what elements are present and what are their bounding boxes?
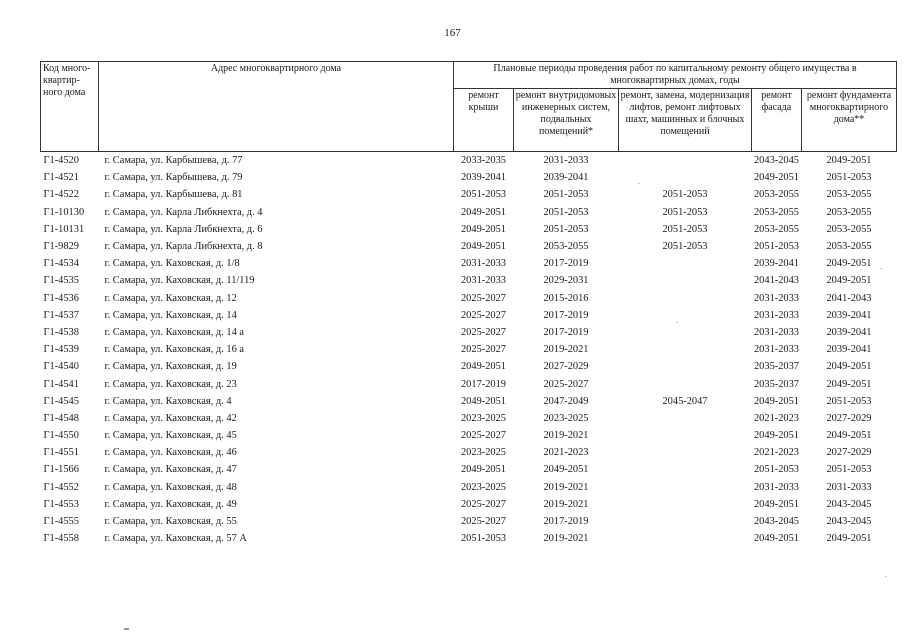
roof-period-cell: 2023-2025: [460, 447, 507, 459]
address-cell: г. Самара, ул. Каховская, д. 45: [104, 430, 237, 442]
house-code-cell: Г1-4522: [43, 189, 79, 201]
foundation-period-cell: 2051-2053: [826, 172, 872, 184]
table-row: [41, 186, 897, 203]
table-row: [41, 204, 897, 221]
house-code-cell: Г1-4548: [43, 412, 79, 424]
roof-period-cell: 2025-2027: [460, 344, 507, 356]
table-row: [41, 255, 897, 272]
engineering-period-cell: 2039-2041: [543, 172, 589, 184]
engineering-period-cell: 2029-2031: [543, 275, 589, 287]
facade-period-cell: 2021-2023: [753, 447, 800, 459]
elevators-period-cell: [619, 307, 752, 324]
address-cell: г. Самара, ул. Карбышева, д. 77: [104, 155, 243, 167]
engineering-period-cell: 2049-2051: [543, 464, 589, 476]
foundation-period-cell: 2049-2051: [826, 275, 872, 287]
foundation-period-cell: 2031-2033: [826, 481, 872, 493]
engineering-period-cell: 2031-2033: [543, 155, 589, 167]
house-code-cell: Г1-4539: [43, 344, 79, 356]
facade-period-cell: 2053-2055: [753, 206, 800, 218]
header-roof: ремонт крыши: [454, 89, 514, 152]
foundation-period-cell: 2049-2051: [826, 378, 872, 390]
house-code-cell: Г1-4534: [43, 258, 79, 270]
facade-period-cell: 2039-2041: [753, 258, 800, 270]
table-row: [41, 238, 897, 255]
engineering-period-cell: 2023-2025: [543, 412, 589, 424]
engineering-period-cell: 2019-2021: [543, 498, 589, 510]
address-cell: г. Самара, ул. Каховская, д. 46: [104, 447, 237, 459]
foundation-period-cell: 2053-2055: [826, 223, 872, 235]
facade-period-cell: 2021-2023: [753, 412, 800, 424]
address-cell: г. Самара, ул. Каховская, д. 42: [104, 412, 237, 424]
house-code-cell: Г1-4538: [43, 326, 79, 338]
address-cell: г. Самара, ул. Каховская, д. 14 а: [104, 326, 244, 338]
engineering-period-cell: 2019-2021: [543, 344, 589, 356]
foundation-period-cell: 2049-2051: [826, 533, 872, 545]
roof-period-cell: 2039-2041: [460, 172, 507, 184]
facade-period-cell: 2053-2055: [753, 189, 800, 201]
roof-period-cell: 2051-2053: [460, 189, 507, 201]
scan-speck: [676, 322, 678, 323]
elevators-period-cell: [619, 272, 752, 289]
engineering-period-cell: 2025-2027: [543, 378, 589, 390]
roof-period-cell: 2025-2027: [460, 292, 507, 304]
engineering-period-cell: 2051-2053: [543, 223, 589, 235]
table-row: [41, 410, 897, 427]
house-code-cell: Г1-4535: [43, 275, 79, 287]
table-row: [41, 427, 897, 444]
address-cell: г. Самара, ул. Каховская, д. 11/119: [104, 275, 255, 287]
table-row: [41, 341, 897, 358]
header-engineering: ремонт внутридомовых инженерных систем, подвальных помещений*: [514, 89, 619, 152]
facade-period-cell: 2049-2051: [753, 533, 800, 545]
facade-period-cell: 2035-2037: [753, 378, 800, 390]
table-row: [41, 479, 897, 496]
table-row: [41, 530, 897, 547]
house-code-cell: Г1-10131: [43, 223, 85, 235]
house-code-cell: Г1-9829: [43, 241, 79, 253]
roof-period-cell: 2049-2051: [460, 206, 507, 218]
roof-period-cell: 2023-2025: [460, 481, 507, 493]
table-row: [41, 444, 897, 461]
foundation-period-cell: 2041-2043: [826, 292, 872, 304]
foundation-period-cell: 2039-2041: [826, 344, 872, 356]
header-periods-group: Плановые периоды проведения работ по капитальному ремонту общего имущества в многоквартирных домах, годы: [454, 62, 897, 89]
roof-period-cell: 2031-2033: [460, 275, 507, 287]
facade-period-cell: 2031-2033: [753, 481, 800, 493]
engineering-period-cell: 2019-2021: [543, 533, 589, 545]
facade-period-cell: 2043-2045: [753, 516, 800, 528]
facade-period-cell: 2053-2055: [753, 223, 800, 235]
elevators-period-cell: [619, 513, 752, 530]
elevators-period-cell: 2051-2053: [662, 241, 708, 253]
facade-period-cell: 2049-2051: [753, 498, 800, 510]
address-cell: г. Самара, ул. Карла Либкнехта, д. 8: [104, 241, 263, 253]
house-code-cell: Г1-4545: [43, 395, 79, 407]
table-row: [41, 513, 897, 530]
elevators-period-cell: [619, 375, 752, 392]
engineering-period-cell: 2017-2019: [543, 516, 589, 528]
address-cell: г. Самара, ул. Карла Либкнехта, д. 4: [104, 206, 263, 218]
address-cell: г. Самара, ул. Каховская, д. 48: [104, 481, 237, 493]
foundation-period-cell: 2053-2055: [826, 241, 872, 253]
table-row: [41, 496, 897, 513]
elevators-period-cell: 2051-2053: [662, 189, 708, 201]
table-row: [41, 375, 897, 392]
engineering-period-cell: 2051-2053: [543, 189, 589, 201]
address-cell: г. Самара, ул. Карла Либкнехта, д. 6: [104, 223, 263, 235]
table-row: [41, 152, 897, 170]
engineering-period-cell: 2017-2019: [543, 326, 589, 338]
engineering-period-cell: 2019-2021: [543, 430, 589, 442]
table-row: [41, 358, 897, 375]
elevators-period-cell: [619, 496, 752, 513]
elevators-period-cell: [619, 341, 752, 358]
engineering-period-cell: 2051-2053: [543, 206, 589, 218]
header-facade: ремонт фасада: [752, 89, 802, 152]
foundation-period-cell: 2053-2055: [826, 189, 872, 201]
scan-speck: [124, 628, 129, 630]
header-elevators: ремонт, замена, модернизация лифтов, ремонт лифтовых шахт, машинных и блочных помещений: [619, 89, 752, 152]
scan-speck: [638, 183, 640, 184]
address-cell: г. Самара, ул. Каховская, д. 23: [104, 378, 237, 390]
engineering-period-cell: 2017-2019: [543, 309, 589, 321]
house-code-cell: Г1-4537: [43, 309, 79, 321]
foundation-period-cell: 2049-2051: [826, 258, 872, 270]
roof-period-cell: 2031-2033: [460, 258, 507, 270]
engineering-period-cell: 2027-2029: [543, 361, 589, 373]
roof-period-cell: 2023-2025: [460, 412, 507, 424]
roof-period-cell: 2049-2051: [460, 395, 507, 407]
foundation-period-cell: 2049-2051: [826, 155, 872, 167]
engineering-period-cell: 2017-2019: [543, 258, 589, 270]
address-cell: г. Самара, ул. Каховская, д. 47: [104, 464, 237, 476]
address-cell: г. Самара, ул. Каховская, д. 4: [104, 395, 232, 407]
header-address: Адрес многоквартирного дома: [99, 62, 454, 152]
house-code-cell: Г1-4541: [43, 378, 79, 390]
facade-period-cell: 2049-2051: [753, 395, 800, 407]
elevators-period-cell: [619, 410, 752, 427]
engineering-period-cell: 2015-2016: [543, 292, 589, 304]
roof-period-cell: 2049-2051: [460, 223, 507, 235]
facade-period-cell: 2031-2033: [753, 292, 800, 304]
roof-period-cell: 2025-2027: [460, 430, 507, 442]
roof-period-cell: 2025-2027: [460, 326, 507, 338]
foundation-period-cell: 2027-2029: [826, 447, 872, 459]
engineering-period-cell: 2019-2021: [543, 481, 589, 493]
foundation-period-cell: 2039-2041: [826, 326, 872, 338]
house-code-cell: Г1-4555: [43, 516, 79, 528]
elevators-period-cell: 2045-2047: [662, 395, 708, 407]
roof-period-cell: 2049-2051: [460, 241, 507, 253]
elevators-period-cell: [619, 152, 752, 170]
roof-period-cell: 2033-2035: [460, 155, 507, 167]
foundation-period-cell: 2027-2029: [826, 412, 872, 424]
foundation-period-cell: 2049-2051: [826, 430, 872, 442]
repair-schedule-table: [40, 61, 897, 547]
roof-period-cell: 2025-2027: [460, 516, 507, 528]
address-cell: г. Самара, ул. Карбышева, д. 79: [104, 172, 243, 184]
address-cell: г. Самара, ул. Каховская, д. 55: [104, 516, 237, 528]
elevators-period-cell: [619, 427, 752, 444]
address-cell: г. Самара, ул. Каховская, д. 14: [104, 309, 237, 321]
engineering-period-cell: 2021-2023: [543, 447, 589, 459]
address-cell: г. Самара, ул. Карбышева, д. 81: [104, 189, 243, 201]
table-row: [41, 461, 897, 478]
address-cell: г. Самара, ул. Каховская, д. 1/8: [104, 258, 240, 270]
table-row: [41, 169, 897, 186]
elevators-period-cell: [619, 530, 752, 547]
facade-period-cell: 2031-2033: [753, 326, 800, 338]
facade-period-cell: 2051-2053: [753, 241, 800, 253]
foundation-period-cell: 2053-2055: [826, 206, 872, 218]
elevators-period-cell: [619, 479, 752, 496]
house-code-cell: Г1-4536: [43, 292, 79, 304]
facade-period-cell: 2041-2043: [753, 275, 800, 287]
house-code-cell: Г1-4550: [43, 430, 79, 442]
foundation-period-cell: 2043-2045: [826, 516, 872, 528]
facade-period-cell: 2035-2037: [753, 361, 800, 373]
table-row: [41, 290, 897, 307]
house-code-cell: Г1-4540: [43, 361, 79, 373]
header-foundation: ремонт фундамента многоквартирного дома**: [802, 89, 897, 152]
table-row: [41, 324, 897, 341]
facade-period-cell: 2049-2051: [753, 172, 800, 184]
facade-period-cell: 2031-2033: [753, 344, 800, 356]
page-number: 167: [444, 27, 461, 39]
foundation-period-cell: 2051-2053: [826, 395, 872, 407]
scan-speck: [885, 576, 887, 577]
header-code: Код много-квартир-ного дома: [41, 62, 99, 152]
facade-period-cell: 2049-2051: [753, 430, 800, 442]
elevators-period-cell: [619, 358, 752, 375]
table-row: [41, 272, 897, 289]
elevators-period-cell: 2051-2053: [662, 223, 708, 235]
roof-period-cell: 2051-2053: [460, 533, 507, 545]
house-code-cell: Г1-1566: [43, 464, 79, 476]
roof-period-cell: 2049-2051: [460, 361, 507, 373]
scan-speck: [880, 268, 882, 269]
elevators-period-cell: [619, 324, 752, 341]
table-row: [41, 221, 897, 238]
house-code-cell: Г1-4551: [43, 447, 79, 459]
address-cell: г. Самара, ул. Каховская, д. 12: [104, 292, 237, 304]
address-cell: г. Самара, ул. Каховская, д. 19: [104, 361, 237, 373]
address-cell: г. Самара, ул. Каховская, д. 16 а: [104, 344, 244, 356]
house-code-cell: Г1-10130: [43, 206, 85, 218]
address-cell: г. Самара, ул. Каховская, д. 57 А: [104, 533, 247, 545]
engineering-period-cell: 2047-2049: [543, 395, 589, 407]
roof-period-cell: 2025-2027: [460, 309, 507, 321]
facade-period-cell: 2051-2053: [753, 464, 800, 476]
table-row: [41, 307, 897, 324]
facade-period-cell: 2031-2033: [753, 309, 800, 321]
elevators-period-cell: [619, 444, 752, 461]
foundation-period-cell: 2051-2053: [826, 464, 872, 476]
table-body: [41, 152, 897, 548]
house-code-cell: Г1-4553: [43, 498, 79, 510]
roof-period-cell: 2025-2027: [460, 498, 507, 510]
roof-period-cell: 2017-2019: [460, 378, 507, 390]
house-code-cell: Г1-4520: [43, 155, 79, 167]
roof-period-cell: 2049-2051: [460, 464, 507, 476]
elevators-period-cell: [619, 461, 752, 478]
foundation-period-cell: 2039-2041: [826, 309, 872, 321]
house-code-cell: Г1-4558: [43, 533, 79, 545]
engineering-period-cell: 2053-2055: [543, 241, 589, 253]
table-row: [41, 393, 897, 410]
foundation-period-cell: 2049-2051: [826, 361, 872, 373]
foundation-period-cell: 2043-2045: [826, 498, 872, 510]
facade-period-cell: 2043-2045: [753, 155, 800, 167]
address-cell: г. Самара, ул. Каховская, д. 49: [104, 498, 237, 510]
elevators-period-cell: 2051-2053: [662, 206, 708, 218]
elevators-period-cell: [619, 290, 752, 307]
house-code-cell: Г1-4521: [43, 172, 79, 184]
house-code-cell: Г1-4552: [43, 481, 79, 493]
elevators-period-cell: [619, 255, 752, 272]
